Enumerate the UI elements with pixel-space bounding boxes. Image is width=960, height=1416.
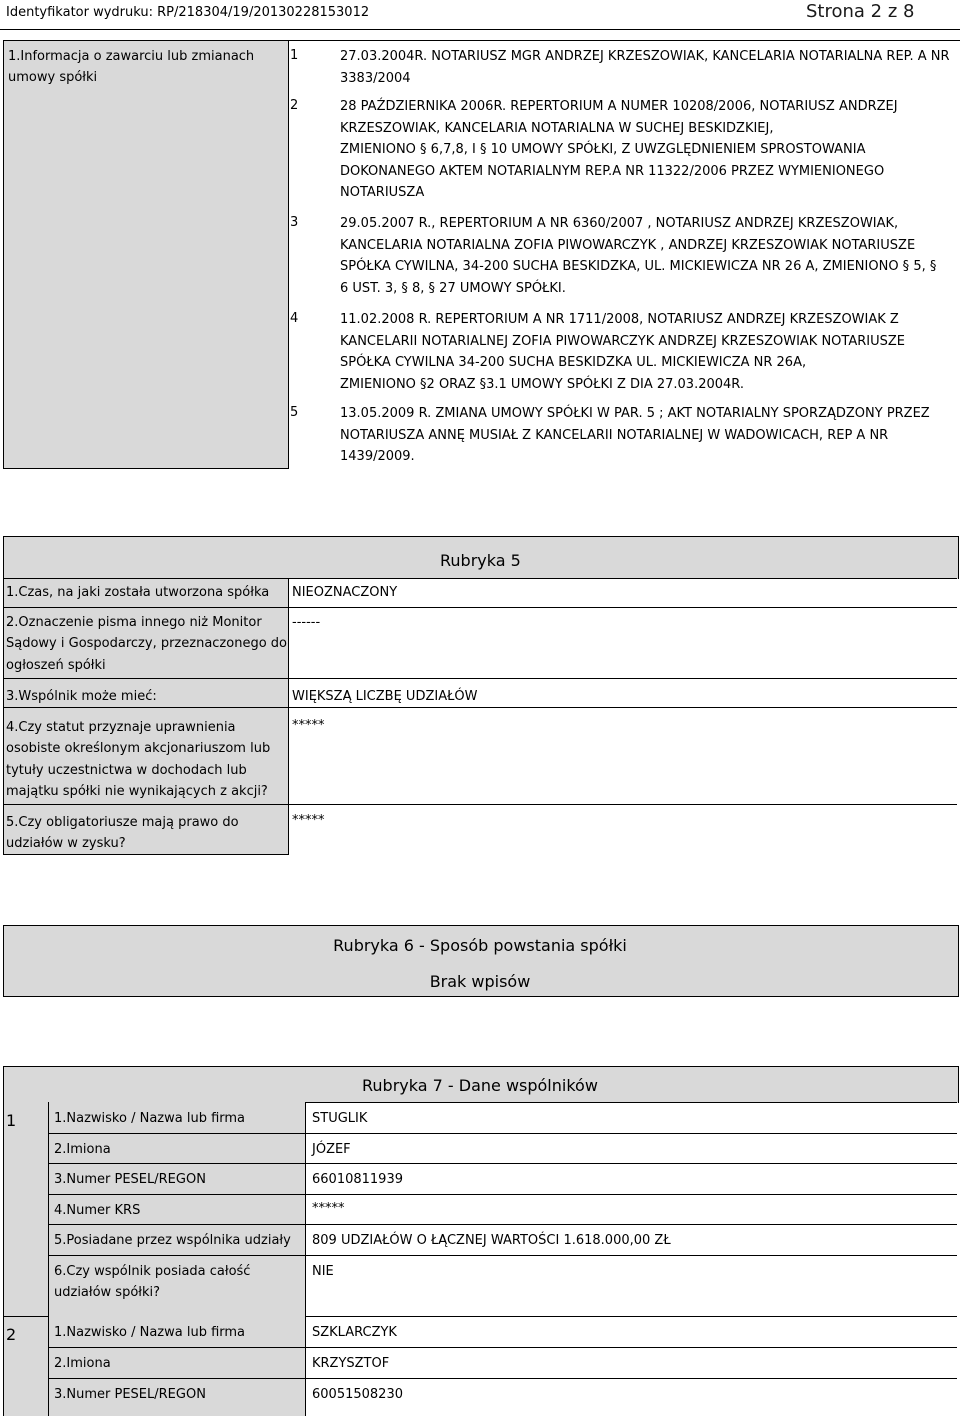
row-rule xyxy=(49,1347,957,1348)
page-number: Strona 2 z 8 xyxy=(806,1,915,22)
entry-number: 2 xyxy=(290,98,299,113)
row-rule xyxy=(3,678,957,679)
rubryka4-label-line2: umowy spółki xyxy=(8,70,98,85)
field-label: 3.Wspólnik może mieć: xyxy=(6,689,157,704)
field-label: 3.Numer PESEL/REGON xyxy=(54,1387,206,1402)
field-value: NIEOZNACZONY xyxy=(292,585,398,600)
field-value: STUGLIK xyxy=(312,1111,368,1126)
partner-number-column xyxy=(3,1102,49,1416)
rubryka6-empty-note: Brak wpisów xyxy=(429,972,531,991)
row-rule xyxy=(49,1133,957,1134)
rubryka7-title: Rubryka 7 - Dane wspólników xyxy=(362,1076,598,1095)
row-rule xyxy=(49,1194,957,1195)
entry-text: 13.05.2009 R. ZMIANA UMOWY SPÓŁKI W PAR. 5 ; AKT NOTARIALNY SPORZĄDZONY PRZEZ NOTARIUSZA ANNĘ MUSIAŁ Z KANCELARII NOTARIALNEJ W WADOWICACH, REP A NR 1439/2009. xyxy=(340,406,930,464)
field-label: tytuły uczestnictwa w dochodach lub xyxy=(6,763,247,778)
field-value: 66010811939 xyxy=(312,1172,403,1187)
field-value: ***** xyxy=(312,1201,345,1216)
field-value: WIĘKSZĄ LICZBĘ UDZIAŁÓW xyxy=(292,689,478,704)
field-label: 5.Posiadane przez wspólnika udziały xyxy=(54,1233,291,1248)
print-identifier: Identyfikator wydruku: RP/218304/19/20130228153012 xyxy=(6,5,370,20)
field-label: ogłoszeń spółki xyxy=(6,658,106,673)
rubryka6-title: Rubryka 6 - Sposób powstania spółki xyxy=(333,936,627,955)
field-value: KRZYSZTOF xyxy=(312,1356,390,1371)
partner-number: 2 xyxy=(6,1325,17,1344)
field-label: Sądowy i Gospodarczy, przeznaczonego do xyxy=(6,636,287,651)
field-value: 60051508230 xyxy=(312,1387,403,1402)
field-value: ***** xyxy=(292,718,325,733)
field-label: 2.Imiona xyxy=(54,1142,111,1157)
field-label: udziałów w zysku? xyxy=(6,836,126,851)
field-label: 2.Oznaczenie pisma innego niż Monitor xyxy=(6,615,262,630)
partner-number: 1 xyxy=(6,1111,17,1130)
field-label: 1.Czas, na jaki została utworzona spółka xyxy=(6,585,270,600)
field-value: ------ xyxy=(292,615,321,630)
row-rule xyxy=(3,804,957,805)
row-rule xyxy=(3,607,957,608)
field-label: 4.Czy statut przyznaje uprawnienia xyxy=(6,720,236,735)
rubryka4-top-rule xyxy=(3,40,960,41)
field-label: 4.Numer KRS xyxy=(54,1203,141,1218)
field-value: JÓZEF xyxy=(312,1142,351,1157)
entry-number: 1 xyxy=(290,48,299,63)
entry-text: 29.05.2007 R., REPERTORIUM A NR 6360/2007 , NOTARIUSZ ANDRZEJ KRZESZOWIAK, KANCELARIA NOTARIALNA ZOFIA PIWOWARCZYK , ANDRZEJ KRZESZOWIAK NOTARIUSZE SPÓŁKA CYWILNA, 34-200 SUCHA BESKIDZKA, UL. MICKIEWICZA NR 26 A, ZMIENIONO § 5, § 6 UST. 3, § 8, § 27 UMOWY SPÓŁKI. xyxy=(340,216,937,296)
field-label: 5.Czy obligatoriusze mają prawo do xyxy=(6,815,239,830)
row-rule xyxy=(3,578,957,579)
field-label: udziałów spółki? xyxy=(54,1285,161,1300)
field-label: majątku spółki nie wynikających z akcji? xyxy=(6,784,268,799)
entry-text: 27.03.2004R. NOTARIUSZ MGR ANDRZEJ KRZESZOWIAK, KANCELARIA NOTARIALNA REP. A NR 3383/2004 xyxy=(340,49,950,86)
entry-number: 4 xyxy=(290,311,299,326)
field-label: osobiste określonym akcjonariuszom lub xyxy=(6,741,271,756)
entry-text: 11.02.2008 R. REPERTORIUM A NR 1711/2008, NOTARIUSZ ANDRZEJ KRZESZOWIAK Z KANCELARII NOTARIALNEJ ZOFIA PIWOWARCZYK ANDRZEJ KRZESZOWIAK NOTARIUSZE SPÓŁKA CYWILNA 34-200 SUCHA BESKIDZKA UL. MICKIEWICZA NR 26A, ZMIENIONO §2 ORAZ §3.1 UMOWY SPÓŁKI Z DIA 27.03.2004R. xyxy=(340,312,905,392)
field-value: NIE xyxy=(312,1264,334,1279)
field-value: ***** xyxy=(292,813,325,828)
row-rule xyxy=(49,1224,957,1225)
header-rule xyxy=(0,29,960,30)
field-label: 2.Imiona xyxy=(54,1356,111,1371)
field-label: 1.Nazwisko / Nazwa lub firma xyxy=(54,1325,246,1340)
row-rule xyxy=(49,1378,957,1379)
field-value: SZKLARCZYK xyxy=(312,1325,397,1340)
field-label: 6.Czy wspólnik posiada całość xyxy=(54,1264,251,1279)
rubryka5-title: Rubryka 5 xyxy=(440,551,521,570)
field-label: 3.Numer PESEL/REGON xyxy=(54,1172,206,1187)
entry-number: 5 xyxy=(290,405,299,420)
row-rule xyxy=(49,1163,957,1164)
entry-number: 3 xyxy=(290,215,299,230)
field-value: 809 UDZIAŁÓW O ŁĄCZNEJ WARTOŚCI 1.618.000,00 ZŁ xyxy=(312,1233,671,1248)
field-label: 1.Nazwisko / Nazwa lub firma xyxy=(54,1111,246,1126)
entry-text: 28 PAŹDZIERNIKA 2006R. REPERTORIUM A NUMER 10208/2006, NOTARIUSZ ANDRZEJ KRZESZOWIAK, KANCELARIA NOTARIALNA W SUCHEJ BESKIDZKIEJ, ZMIENIONO § 6,7,8, I § 10 UMOWY SPÓŁKI, Z UWZGLĘDNIENIEM SPROSTOWANIA DOKONANEGO AKTEM NOTARIALNYM REP.A NR 11322/2006 PRZEZ WYMIENIONEGO NOTARIUSZA xyxy=(340,99,898,200)
row-rule xyxy=(49,1255,957,1256)
rubryka4-label-line1: 1.Informacja o zawarciu lub zmianach xyxy=(8,49,255,64)
rubryka4-label-cell xyxy=(3,40,289,469)
